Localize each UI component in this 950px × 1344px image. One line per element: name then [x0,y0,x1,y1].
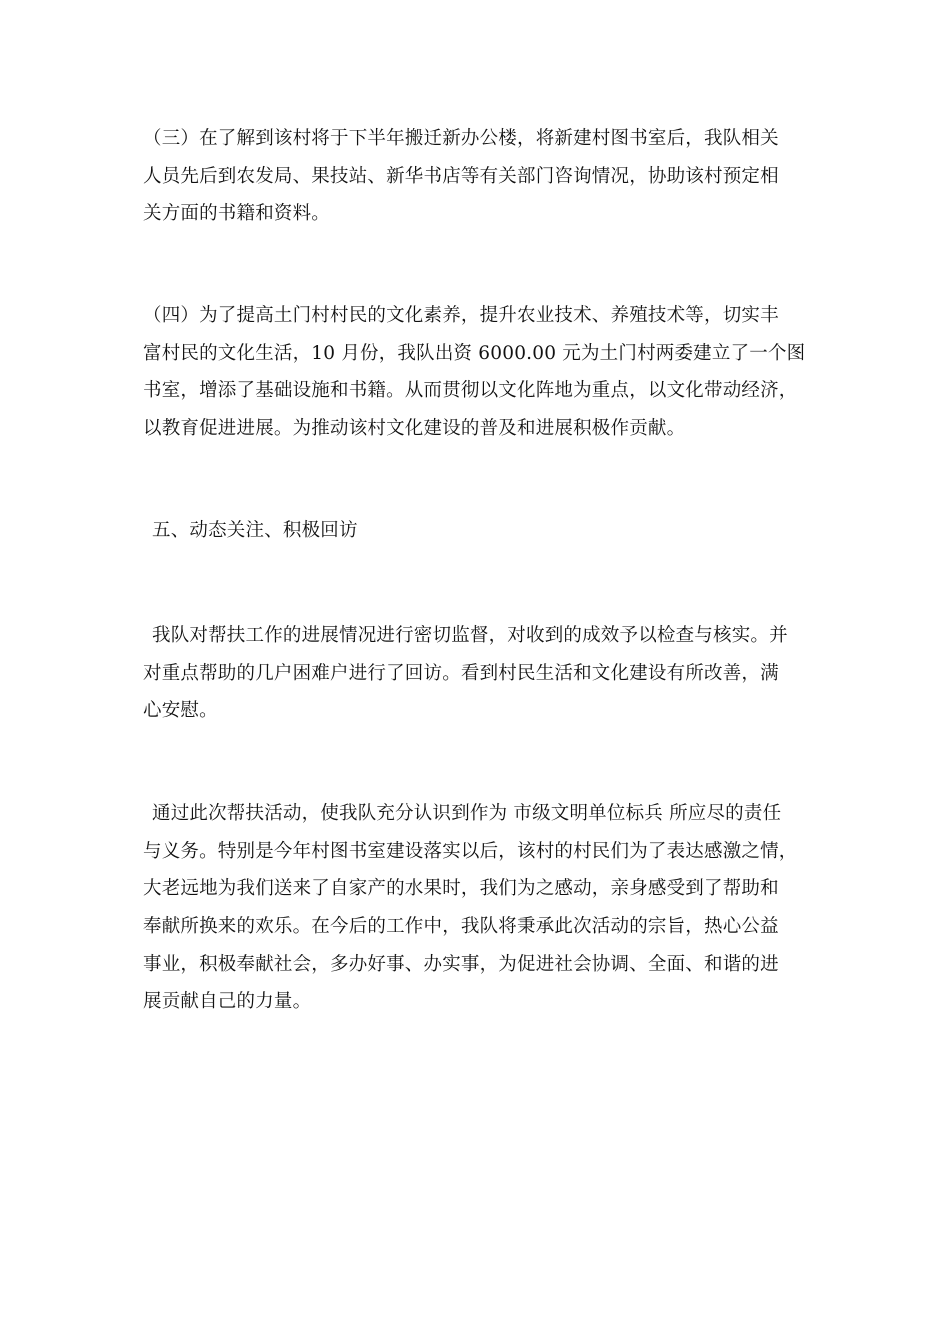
paragraph-line: 对重点帮助的几户困难户进行了回访。看到村民生活和文化建设有所改善，满 [143,662,779,684]
paragraph-section-3 [143,120,813,233]
paragraph-line: 人员先后到农发局、果技站、新华书店等有关部门咨询情况，协助该村预定相 [143,165,779,187]
paragraph-closing [143,795,813,1021]
section-5-heading-block [143,512,813,550]
paragraph-line: 书室，增添了基础设施和书籍。从而贯彻以文化阵地为重点，以文化带动经济， [143,380,798,402]
paragraph-line: 心安慰。 [143,700,218,722]
paragraph-line: 大老远地为我们送来了自家产的水果时，我们为之感动，亲身感受到了帮助和 [143,878,779,900]
section-heading: 五、动态关注、积极回访 [152,520,358,541]
paragraph-line: 展贡献自己的力量。 [143,991,312,1013]
paragraph-line: 通过此次帮扶活动，使我队充分认识到作为 市级文明单位标兵 所应尽的责任 [152,803,782,824]
paragraph-line: 以教育促进进展。为推动该村文化建设的普及和进展积极作贡献。 [143,418,686,440]
paragraph-line: （三）在了解到该村将于下半年搬迁新办公楼，将新建村图书室后，我队相关 [143,128,779,149]
paragraph-review [143,617,813,730]
paragraph-line: 与义务。特别是今年村图书室建设落实以后，该村的村民们为了表达感激之情， [143,840,798,862]
paragraph-section-4 [143,297,813,448]
paragraph-line: 奉献所换来的欢乐。在今后的工作中，我队将秉承此次活动的宗旨，热心公益 [143,916,779,938]
paragraph-line: （四）为了提高土门村村民的文化素养，提升农业技术、养殖技术等，切实丰 [143,305,779,326]
paragraph-line: 关方面的书籍和资料。 [143,203,331,225]
paragraph-line: 富村民的文化生活，10 月份，我队出资 6000.00 元为土门村两委建立了一个图 [143,342,806,364]
paragraph-line: 我队对帮扶工作的进展情况进行密切监督，对收到的成效予以检查与核实。并 [152,625,788,646]
paragraph-line: 事业，积极奉献社会，多办好事、办实事，为促进社会协调、全面、和谐的进 [143,953,779,975]
